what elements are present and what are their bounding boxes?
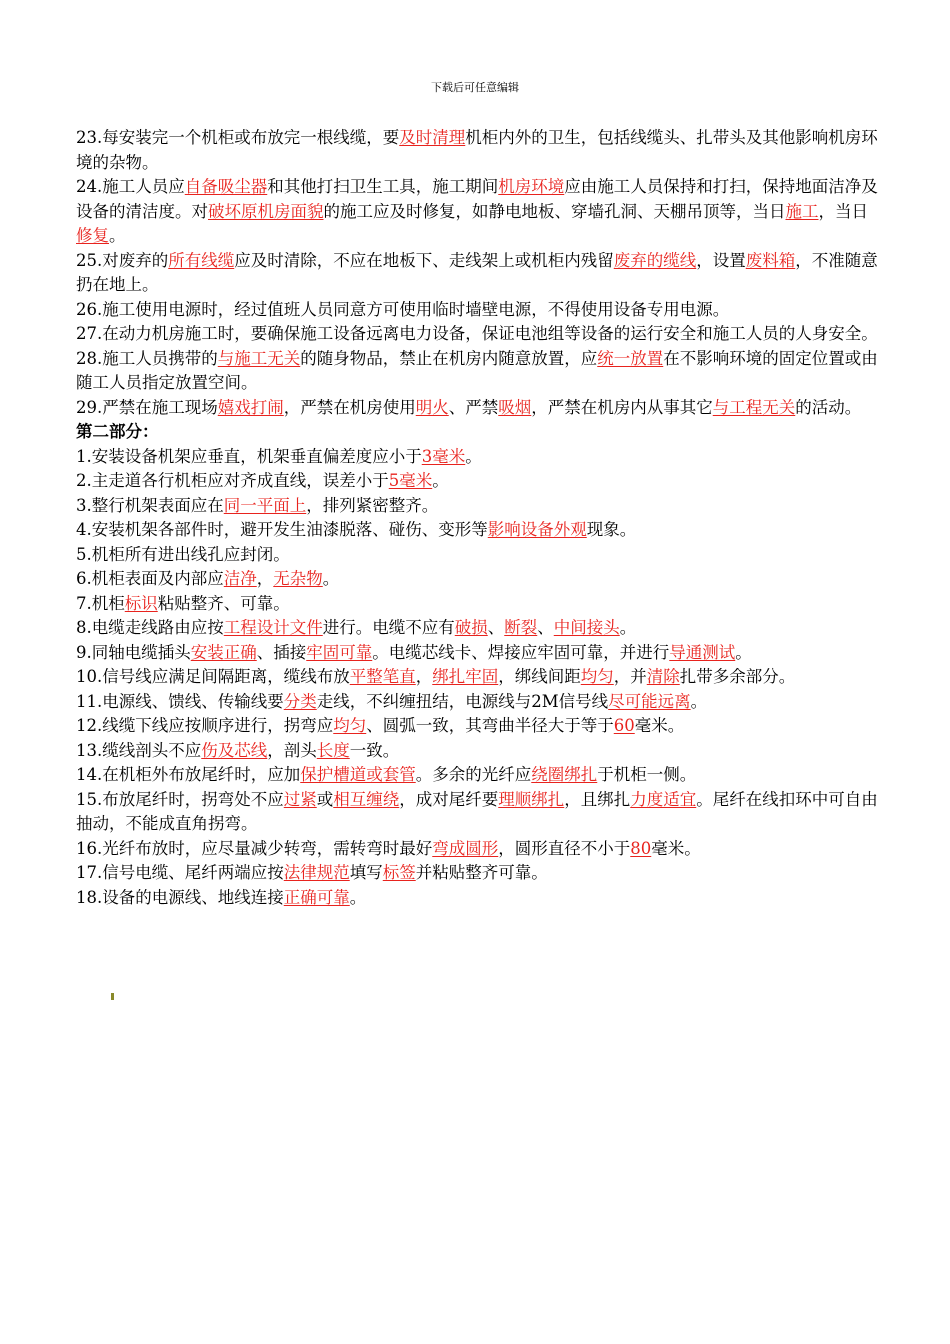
- item-text: 1.安装设备机架应垂直，机架垂直偏差度应小于: [76, 446, 422, 466]
- answer-highlight: 过紧: [283, 789, 317, 809]
- item-text: 9.同轴电缆插头: [76, 642, 191, 662]
- answer-highlight: 清除: [646, 667, 680, 686]
- item-text: 一致。: [349, 740, 400, 760]
- answer-highlight: 与工程无关: [712, 397, 796, 417]
- answer-highlight: 力度适宜: [630, 789, 697, 809]
- item-text: 于机柜一侧。: [597, 765, 697, 784]
- item-text: 25.对废弃的: [76, 250, 169, 270]
- list-item: [76, 396, 878, 421]
- answer-highlight: 牢固可靠: [306, 642, 373, 662]
- answer-highlight: 伤及芯线: [201, 740, 268, 760]
- answer-highlight: 破坏原机房面貌: [208, 201, 324, 221]
- item-text: 、严禁: [448, 397, 499, 417]
- list-item: [76, 567, 878, 592]
- item-text: 机柜内外的卫生，包括线缆头、扎带头及其他影响机房环境的杂物。: [76, 128, 878, 172]
- answer-highlight: 法律规范: [283, 863, 350, 882]
- item-text: 、: [537, 618, 554, 637]
- list-item: [76, 518, 878, 543]
- answer-highlight: 均匀: [580, 667, 614, 686]
- item-text: 。: [349, 887, 367, 907]
- item-text: 毫米。: [651, 838, 701, 858]
- item-text: 。尾纤在线扣环中可自由抽动，不能成直角拐弯。: [76, 789, 878, 833]
- item-text: 15.布放尾纤时，拐弯处不应: [76, 789, 284, 809]
- part-two-list: [76, 445, 878, 911]
- list-item: [76, 175, 878, 249]
- item-text: 11.电源线、馈线、传输线要: [76, 691, 284, 711]
- page-header: 下载后可任意编辑: [431, 81, 519, 94]
- answer-highlight: 安装正确: [190, 642, 257, 662]
- item-text: 现象。: [586, 520, 637, 539]
- item-text: ，圆形直径不小于: [498, 838, 631, 858]
- item-text: 。电缆芯线卡、焊接应牢固可靠，并进行: [372, 642, 670, 662]
- list-item: [76, 494, 878, 519]
- item-text: 。: [322, 569, 340, 588]
- list-item: [76, 616, 878, 641]
- list-item: [76, 665, 878, 690]
- answer-highlight: 所有线缆: [168, 250, 235, 270]
- answer-highlight: 标签: [382, 863, 416, 882]
- item-text: 16.光纤布放时，应尽量减少转弯，需转弯时最好: [76, 838, 433, 858]
- text-cursor-mark: [111, 993, 114, 1000]
- item-text: 14.在机柜外布放尾纤时，应加: [76, 765, 301, 784]
- answer-highlight: 统一放置: [597, 348, 664, 368]
- part-one-list: [76, 126, 878, 420]
- item-text: 。: [465, 446, 482, 466]
- list-item: [76, 592, 878, 617]
- answer-highlight: 与施工无关: [217, 348, 301, 368]
- answer-highlight: 尽可能远离: [608, 691, 691, 711]
- item-text: 扎带多余部分。: [679, 667, 796, 686]
- list-item: [76, 763, 878, 788]
- item-text: 或: [316, 789, 334, 809]
- item-text: ，剖头: [267, 740, 317, 760]
- item-text: 28.施工人员携带的: [76, 348, 218, 368]
- list-item: [76, 347, 878, 396]
- item-text: 3.整行机架表面应在: [76, 495, 224, 515]
- list-item: [76, 543, 878, 568]
- answer-highlight: 绕圈绑扎: [531, 765, 598, 784]
- item-text: 的施工应及时修复，如静电地板、穿墙孔洞、天棚吊顶等，当日: [323, 201, 786, 221]
- item-text: 。: [690, 691, 708, 711]
- answer-highlight: 吸烟: [498, 397, 532, 417]
- answer-highlight: 及时清理: [399, 128, 466, 147]
- answer-highlight: 正确可靠: [283, 887, 350, 907]
- answer-highlight: 60: [613, 716, 635, 735]
- answer-highlight: 5毫米: [388, 471, 433, 490]
- item-text: 18.设备的电源线、地线连接: [76, 887, 284, 907]
- item-text: 应及时清除，不应在地板下、走线架上或机柜内残留: [234, 250, 614, 270]
- item-text: 毫米。: [634, 716, 685, 735]
- item-text: 5.机柜所有进出线孔应封闭。: [76, 544, 290, 564]
- answer-highlight: 导通测试: [669, 642, 736, 662]
- list-item: [76, 322, 878, 347]
- answer-highlight: 弯成圆形: [432, 838, 499, 858]
- list-item: [76, 249, 878, 298]
- item-text: ，成对尾纤要: [399, 789, 499, 809]
- answer-highlight: 机房环境: [498, 177, 565, 196]
- answer-highlight: 中间接头: [553, 618, 620, 637]
- item-text: 、: [487, 618, 505, 637]
- item-text: 7.机柜: [76, 593, 125, 613]
- item-text: 。: [109, 226, 126, 245]
- list-item: [76, 861, 878, 886]
- item-text: 24.施工人员应: [76, 177, 185, 196]
- answer-highlight: 长度: [316, 740, 350, 760]
- answer-highlight: 施工: [785, 201, 819, 221]
- item-text: 进行。电缆不应有: [322, 618, 455, 637]
- document-body: [76, 126, 878, 910]
- answer-highlight: 80: [630, 838, 652, 858]
- item-text: 27.在动力机房施工时，要确保施工设备远离电力设备，保证电池组等设备的运行安全和施工人员的人身安全。: [76, 324, 878, 343]
- item-text: 的活动。: [795, 397, 862, 417]
- item-text: 并粘贴整齐可靠。: [415, 863, 548, 882]
- item-text: ，且绑扎: [564, 789, 631, 809]
- answer-highlight: 修复: [76, 226, 109, 245]
- item-text: ，绑线间距: [498, 667, 581, 686]
- answer-highlight: 均匀: [333, 716, 367, 735]
- answer-highlight: 破损: [454, 618, 488, 637]
- item-text: 8.电缆走线路由应按: [76, 618, 224, 637]
- item-text: ，严禁在机房内从事其它: [531, 397, 713, 417]
- list-item: [76, 788, 878, 837]
- item-text: 走线，不纠缠扭结，电源线与2M信号线: [316, 691, 609, 711]
- item-text: 、插接: [256, 642, 307, 662]
- item-text: 。: [619, 618, 637, 637]
- list-item: [76, 126, 878, 175]
- item-text: 4.安装机架各部件时，避开发生油漆脱落、碰伤、变形等: [76, 520, 488, 539]
- answer-highlight: 洁净: [223, 569, 257, 588]
- item-text: 10.信号线应满足间隔距离，缆线布放: [76, 667, 350, 686]
- item-text: 粘贴整齐、可靠。: [157, 593, 290, 613]
- item-text: ，: [256, 569, 274, 588]
- item-text: ，排列紧密整齐。: [306, 495, 439, 515]
- item-text: ，严禁在机房使用: [283, 397, 416, 417]
- list-item: [76, 445, 878, 470]
- answer-highlight: 相互缠绕: [333, 789, 400, 809]
- answer-highlight: 理顺绑扎: [498, 789, 565, 809]
- list-item: [76, 714, 878, 739]
- item-text: 。: [735, 642, 752, 662]
- item-text: 在不影响环境的固定位置或由随工人员指定放置空间。: [76, 348, 878, 392]
- list-item: [76, 641, 878, 666]
- answer-highlight: 同一平面上: [223, 495, 307, 515]
- item-text: 和其他打扫卫生工具，施工期间: [267, 177, 499, 196]
- answer-highlight: 分类: [283, 691, 317, 711]
- item-text: 2.主走道各行机柜应对齐成直线，误差小于: [76, 471, 389, 490]
- answer-highlight: 断裂: [504, 618, 538, 637]
- answer-highlight: 标识: [124, 593, 158, 613]
- list-item: [76, 298, 878, 323]
- answer-highlight: 平整笔直: [349, 667, 416, 686]
- item-text: 23.每安装完一个机柜或布放完一根线缆，要: [76, 128, 400, 147]
- section-two-title: 第二部分：: [76, 422, 159, 441]
- item-text: 17.信号电缆、尾纤两端应按: [76, 863, 284, 882]
- item-text: 13.缆线剖头不应: [76, 740, 202, 760]
- item-text: 6.机柜表面及内部应: [76, 569, 224, 588]
- answer-highlight: 工程设计文件: [223, 618, 323, 637]
- item-text: 26.施工使用电源时，经过值班人员同意方可使用临时墙壁电源，不得使用设备专用电源。: [76, 299, 730, 319]
- list-item: [76, 739, 878, 764]
- list-item: [76, 886, 878, 911]
- answer-highlight: 影响设备外观: [487, 520, 587, 539]
- answer-highlight: 保护槽道或套管: [300, 765, 416, 784]
- item-text: 12.线缆下线应按顺序进行，拐弯应: [76, 716, 334, 735]
- answer-highlight: 嬉戏打闹: [217, 397, 284, 417]
- item-text: ，: [415, 667, 433, 686]
- item-text: 。多余的光纤应: [415, 765, 532, 784]
- item-text: 的随身物品，禁止在机房内随意放置，应: [300, 348, 598, 368]
- list-item: [76, 690, 878, 715]
- item-text: 29.严禁在施工现场: [76, 397, 218, 417]
- answer-highlight: 废弃的缆线: [613, 250, 697, 270]
- answer-highlight: 无杂物: [273, 569, 323, 588]
- answer-highlight: 废料箱: [745, 250, 796, 270]
- item-text: 填写: [349, 863, 383, 882]
- item-text: ，不准随意扔在地上。: [76, 250, 878, 294]
- item-text: 。: [432, 471, 449, 490]
- item-text: ，并: [613, 667, 647, 686]
- answer-highlight: 3毫米: [421, 446, 466, 466]
- item-text: 、圆弧一致，其弯曲半径大于等于: [366, 716, 614, 735]
- list-item: [76, 837, 878, 862]
- answer-highlight: 明火: [415, 397, 449, 417]
- answer-highlight: 绑扎牢固: [432, 667, 499, 686]
- answer-highlight: 自备吸尘器: [184, 177, 268, 196]
- list-item: [76, 469, 878, 494]
- item-text: ，当日: [818, 201, 868, 221]
- item-text: 应由施工人员保持和打扫，保持地面洁净及设备的清洁度。对: [76, 177, 878, 221]
- item-text: ，设置: [696, 250, 746, 270]
